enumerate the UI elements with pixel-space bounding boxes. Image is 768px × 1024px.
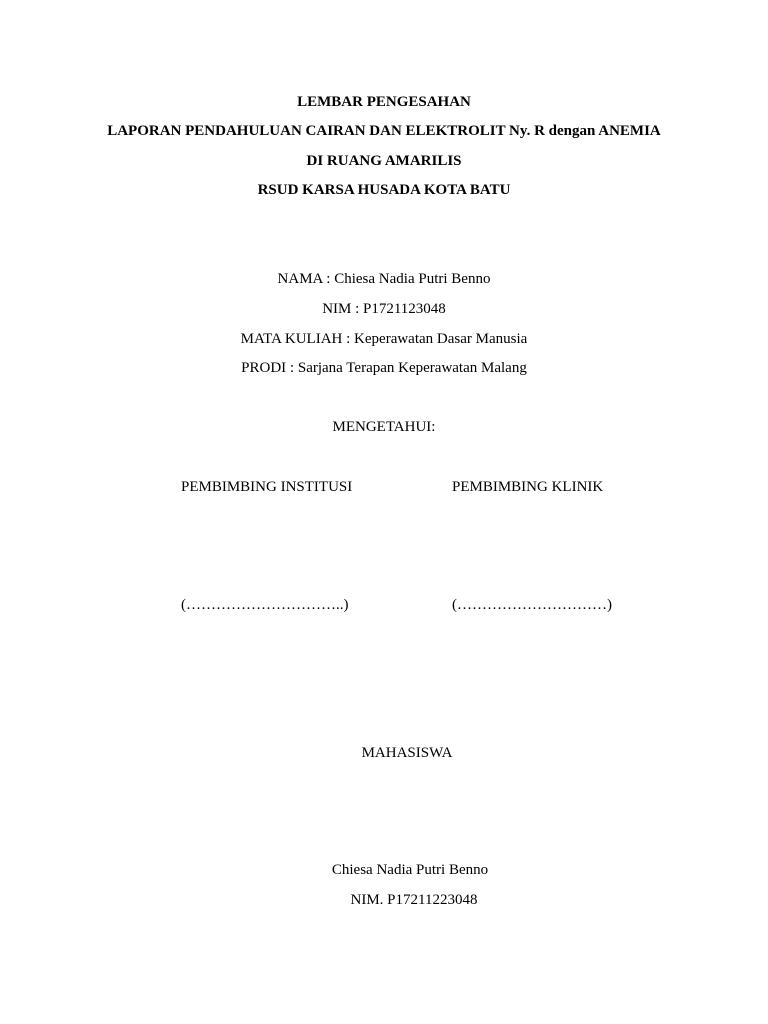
student-signature-nim: NIM. P17211223048 xyxy=(350,892,478,908)
approval-heading: MENGETAHUI: xyxy=(332,419,436,435)
hospital-line: RSUD KARSA HUSADA KOTA BATU xyxy=(257,182,511,198)
student-signature-label: MAHASISWA xyxy=(361,745,453,761)
institution-signature-line: (…………………………..) xyxy=(181,597,349,613)
student-nim-field: NIM : P1721123048 xyxy=(322,301,446,317)
student-name-field: NAMA : Chiesa Nadia Putri Benno xyxy=(277,271,491,287)
clinical-supervisor-label: PEMBIMBING KLINIK xyxy=(452,479,604,495)
report-subtitle: LAPORAN PENDAHULUAN CAIRAN DAN ELEKTROLIT Ny. R dengan ANEMIA xyxy=(107,123,661,139)
location-line: DI RUANG AMARILIS xyxy=(306,153,462,169)
clinical-signature-line: (…………………………) xyxy=(452,597,612,613)
program-field: PRODI : Sarjana Terapan Keperawatan Malang xyxy=(241,360,527,376)
institution-supervisor-label: PEMBIMBING INSTITUSI xyxy=(181,479,353,495)
document-title: LEMBAR PENGESAHAN xyxy=(297,94,471,110)
course-field: MATA KULIAH : Keperawatan Dasar Manusia xyxy=(240,331,528,347)
student-signature-name: Chiesa Nadia Putri Benno xyxy=(331,862,489,878)
